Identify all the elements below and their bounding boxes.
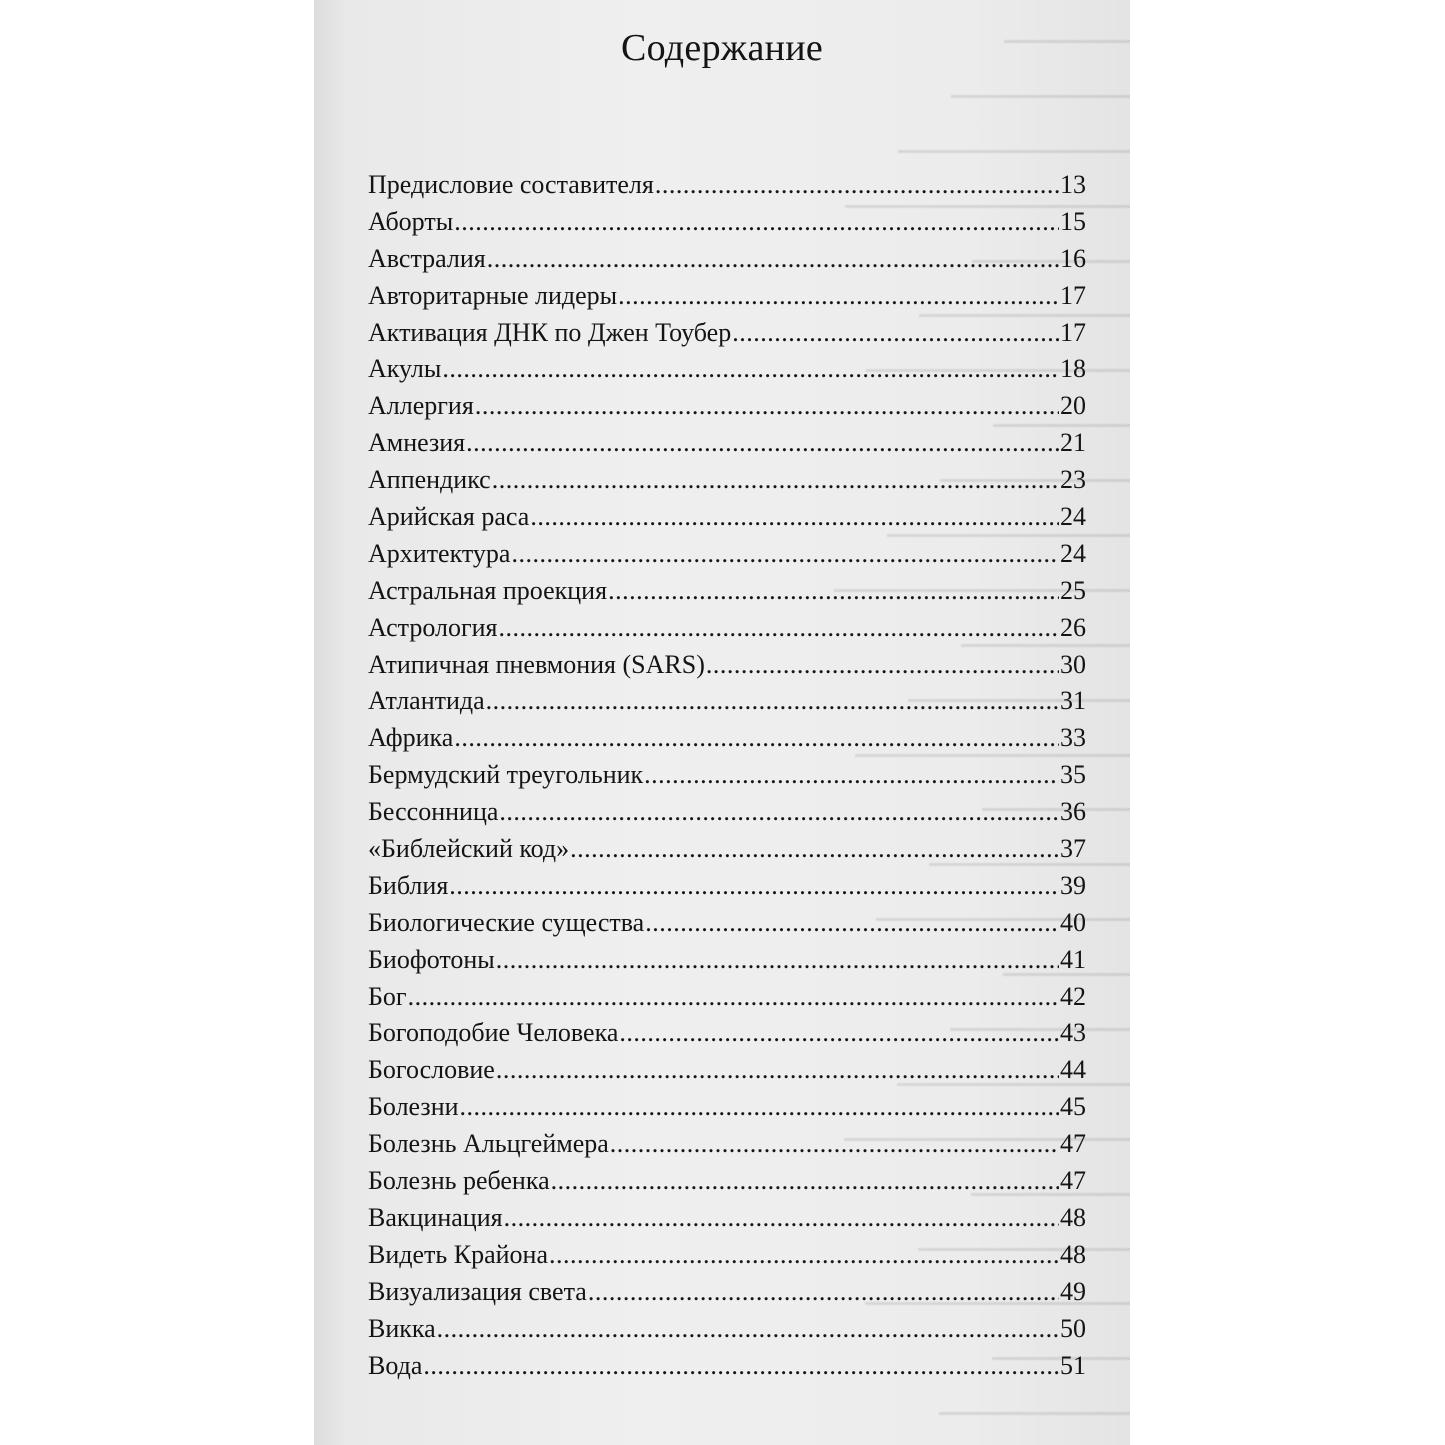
- toc-entry: [368, 391, 1086, 428]
- toc-entry-page: 48: [1060, 1202, 1086, 1232]
- toc-entry-page: 30: [1060, 649, 1086, 679]
- toc-entry: [368, 502, 1086, 539]
- toc-entry-title: Аллергия: [368, 391, 474, 421]
- toc-entry-title: Атлантида: [368, 686, 485, 716]
- toc-entry: [368, 1351, 1086, 1388]
- toc-entry-title: Африка: [368, 723, 454, 753]
- toc-entry-page: 17: [1060, 280, 1086, 310]
- toc-entry-title: Астрология: [368, 612, 498, 642]
- toc-entry: [368, 1018, 1086, 1055]
- dot-leader: [504, 1203, 1059, 1233]
- toc-entry: [368, 908, 1086, 945]
- toc-entry-title: Визуализация света: [368, 1276, 587, 1306]
- toc-entry: [368, 1129, 1086, 1166]
- toc-entry: [368, 1055, 1086, 1092]
- book-page: [314, 0, 1130, 1445]
- toc-entry-title: Бессонница: [368, 797, 499, 827]
- toc-entry-page: 41: [1060, 944, 1086, 974]
- toc-entry-title: Бермудский треугольник: [368, 760, 644, 790]
- toc-entry-page: 21: [1060, 428, 1086, 458]
- toc-entry: [368, 871, 1086, 908]
- toc-entry-title: Биофотоны: [368, 944, 495, 974]
- toc-entry-page: 26: [1060, 612, 1086, 642]
- dot-leader: [492, 465, 1059, 495]
- toc-entry-title: Активация ДНК по Джен Тоубер: [368, 317, 732, 347]
- dot-leader: [408, 982, 1059, 1012]
- toc-entry-page: 25: [1060, 575, 1086, 605]
- table-of-contents: [368, 170, 1086, 1387]
- toc-entry-title: Видеть Крайона: [368, 1239, 548, 1269]
- toc-entry-page: 23: [1060, 465, 1086, 495]
- toc-entry-title: Библия: [368, 870, 449, 900]
- dot-leader: [551, 1166, 1059, 1196]
- toc-entry-title: Богоподобие Человека: [368, 1018, 619, 1048]
- toc-entry-page: 39: [1060, 870, 1086, 900]
- toc-entry: [368, 686, 1086, 723]
- dot-leader: [618, 281, 1059, 311]
- toc-entry-page: 18: [1060, 354, 1086, 384]
- toc-entry-page: 24: [1060, 502, 1086, 532]
- dot-leader: [610, 1129, 1059, 1159]
- toc-entry-page: 33: [1060, 723, 1086, 753]
- toc-entry-page: 40: [1060, 907, 1086, 937]
- toc-entry-page: 16: [1060, 243, 1086, 273]
- toc-entry-title: Богословие: [368, 1055, 495, 1085]
- toc-entry-title: Болезни: [368, 1092, 459, 1122]
- toc-entry-page: 24: [1060, 538, 1086, 568]
- toc-entry-page: 35: [1060, 760, 1086, 790]
- toc-entry: [368, 1166, 1086, 1203]
- dot-leader: [496, 945, 1059, 975]
- dot-leader: [460, 1092, 1059, 1122]
- toc-entry-title: Аборты: [368, 206, 454, 236]
- toc-entry-title: Биологические существа: [368, 907, 645, 937]
- dot-leader: [475, 391, 1059, 421]
- toc-entry-page: 43: [1060, 1018, 1086, 1048]
- toc-entry: [368, 170, 1086, 207]
- toc-entry-title: Арийская раса: [368, 502, 530, 532]
- toc-entry: [368, 207, 1086, 244]
- toc-entry: [368, 281, 1086, 318]
- dot-leader: [644, 760, 1059, 790]
- toc-entry-title: Вакцинация: [368, 1202, 503, 1232]
- dot-leader: [511, 539, 1059, 569]
- toc-entry-title: Австралия: [368, 243, 486, 273]
- dot-leader: [423, 1351, 1059, 1381]
- toc-entry-page: 45: [1060, 1092, 1086, 1122]
- toc-entry: [368, 1277, 1086, 1314]
- toc-entry-page: 17: [1060, 317, 1086, 347]
- toc-entry-title: «Библейский код»: [368, 834, 570, 864]
- toc-entry: [368, 465, 1086, 502]
- toc-entry-page: 48: [1060, 1239, 1086, 1269]
- toc-entry: [368, 834, 1086, 871]
- toc-entry-page: 47: [1060, 1166, 1086, 1196]
- dot-leader: [706, 650, 1059, 680]
- dot-leader: [487, 244, 1059, 274]
- bleed-through-line: [784, 95, 1130, 132]
- dot-leader: [466, 428, 1059, 458]
- toc-entry-title: Болезнь ребенка: [368, 1166, 550, 1196]
- toc-entry: [368, 1240, 1086, 1277]
- toc-entry: [368, 723, 1086, 760]
- dot-leader: [608, 576, 1059, 606]
- dot-leader: [645, 908, 1059, 938]
- toc-entry-title: Аппендикс: [368, 465, 491, 495]
- toc-entry-page: 51: [1060, 1350, 1086, 1380]
- toc-entry-page: 50: [1060, 1313, 1086, 1343]
- toc-entry-title: Астральная проекция: [368, 575, 608, 605]
- dot-leader: [454, 207, 1059, 237]
- toc-entry: [368, 1203, 1086, 1240]
- toc-entry-title: Болезнь Альцгеймера: [368, 1129, 609, 1159]
- dot-leader: [454, 723, 1059, 753]
- toc-entry-title: Бог: [368, 981, 407, 1011]
- dot-leader: [437, 1314, 1059, 1344]
- dot-leader: [655, 170, 1059, 200]
- toc-entry: [368, 760, 1086, 797]
- dot-leader: [530, 502, 1059, 532]
- toc-entry-title: Вода: [368, 1350, 423, 1380]
- toc-entry-page: 13: [1060, 170, 1086, 199]
- toc-entry-title: Авторитарные лидеры: [368, 280, 618, 310]
- toc-entry-page: 44: [1060, 1055, 1086, 1085]
- toc-entry-page: 37: [1060, 834, 1086, 864]
- toc-entry-title: Предисловие составителя: [368, 170, 654, 199]
- dot-leader: [449, 871, 1059, 901]
- toc-entry-page: 47: [1060, 1129, 1086, 1159]
- toc-entry: [368, 576, 1086, 613]
- toc-entry: [368, 945, 1086, 982]
- toc-entry: [368, 354, 1086, 391]
- toc-entry-page: 49: [1060, 1276, 1086, 1306]
- toc-entry: [368, 613, 1086, 650]
- page-title: Содержание: [620, 27, 824, 69]
- dot-leader: [549, 1240, 1059, 1270]
- toc-entry: [368, 244, 1086, 281]
- toc-entry-title: Амнезия: [368, 428, 466, 458]
- toc-entry: [368, 539, 1086, 576]
- toc-entry-title: Архитектура: [368, 538, 511, 568]
- toc-entry: [368, 318, 1086, 355]
- dot-leader: [442, 354, 1059, 384]
- dot-leader: [496, 1055, 1059, 1085]
- toc-entry-page: 20: [1060, 391, 1086, 421]
- dot-leader: [499, 613, 1059, 643]
- dot-leader: [619, 1018, 1059, 1048]
- toc-entry: [368, 1092, 1086, 1129]
- toc-entry-page: 31: [1060, 686, 1086, 716]
- toc-entry-title: Атипичная пневмония (SARS): [368, 649, 705, 679]
- toc-entry-page: 15: [1060, 206, 1086, 236]
- dot-leader: [570, 834, 1059, 864]
- toc-entry: [368, 797, 1086, 834]
- toc-entry-title: Викка: [368, 1313, 436, 1343]
- toc-entry-page: 36: [1060, 797, 1086, 827]
- dot-leader: [588, 1277, 1059, 1307]
- dot-leader: [499, 797, 1059, 827]
- toc-entry: [368, 982, 1086, 1019]
- dot-leader: [486, 686, 1059, 716]
- toc-entry: [368, 1314, 1086, 1351]
- bleed-through-line: [784, 1412, 1130, 1445]
- toc-entry: [368, 650, 1086, 687]
- toc-entry-title: Акулы: [368, 354, 442, 384]
- toc-entry-page: 42: [1060, 981, 1086, 1011]
- dot-leader: [732, 318, 1059, 348]
- toc-entry: [368, 428, 1086, 465]
